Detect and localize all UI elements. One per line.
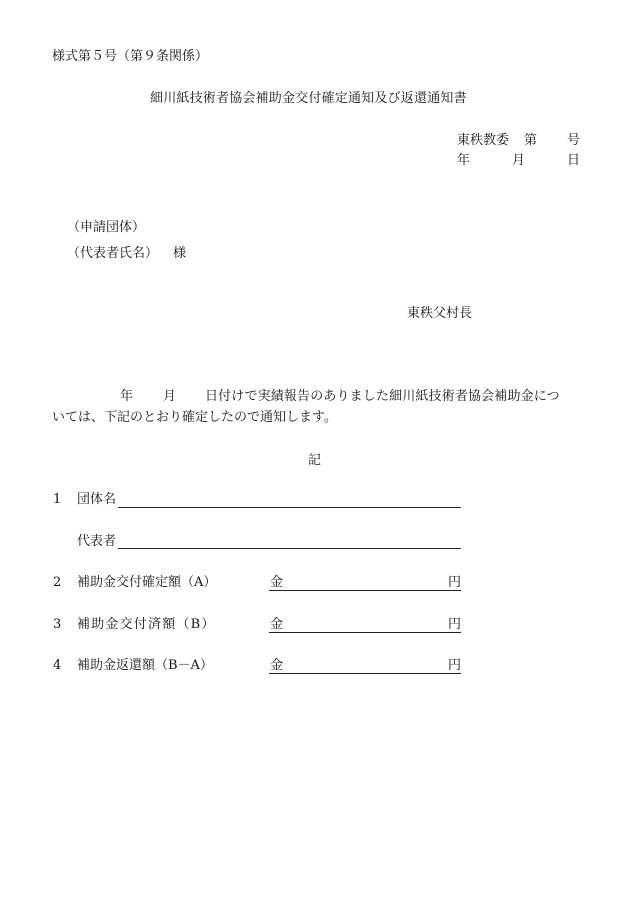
form-label: 様式第５号（第９条関係） (52, 49, 209, 64)
ki-heading: 記 (308, 453, 322, 468)
item-label-paid-amount: 補助金交付済額（B） (77, 617, 216, 632)
body-line2: いては、下記のとおり確定したので通知します。 (52, 410, 337, 425)
yen-suffix: 円 (448, 617, 462, 632)
kin-prefix: 金 (270, 658, 284, 673)
yen-suffix: 円 (448, 658, 462, 673)
date-day: 日 (567, 153, 581, 168)
sender: 東秩父村長 (407, 306, 473, 321)
kin-prefix: 金 (270, 617, 284, 632)
paid-amount-line (269, 632, 461, 633)
org-name-line (118, 507, 461, 508)
item-label-rep: 代表者 (77, 534, 117, 549)
refund-amount-line (269, 673, 461, 674)
ref-dai: 第 (524, 133, 538, 148)
item-label-confirmed-amount: 補助金交付確定額（A） (77, 575, 217, 590)
body-year: 年 (120, 389, 134, 404)
item-number: 3 (53, 617, 62, 632)
body-line1: 日付けで実績報告のありました細川紙技術者協会補助金につ (205, 389, 560, 404)
item-label-org: 団体名 (77, 492, 117, 507)
kin-prefix: 金 (270, 575, 284, 590)
addressee-sama: 様 (173, 246, 187, 261)
date-year: 年 (457, 153, 471, 168)
yen-suffix: 円 (448, 575, 462, 590)
confirmed-amount-line (269, 590, 461, 591)
item-number: 2 (53, 575, 62, 590)
item-number: 1 (53, 492, 62, 507)
document-title: 細川紙技術者協会補助金交付確定通知及び返還通知書 (150, 91, 467, 106)
item-number: 4 (53, 658, 62, 673)
addressee-org: （申請団体） (67, 220, 146, 235)
ref-go: 号 (567, 133, 581, 148)
rep-name-line (118, 548, 461, 549)
issuer-code: 東秩教委 (457, 133, 510, 148)
addressee-rep: （代表者氏名） (67, 246, 159, 261)
body-month: 月 (163, 389, 177, 404)
date-month: 月 (512, 153, 526, 168)
item-label-refund-amount: 補助金返還額（B－A） (77, 658, 213, 673)
